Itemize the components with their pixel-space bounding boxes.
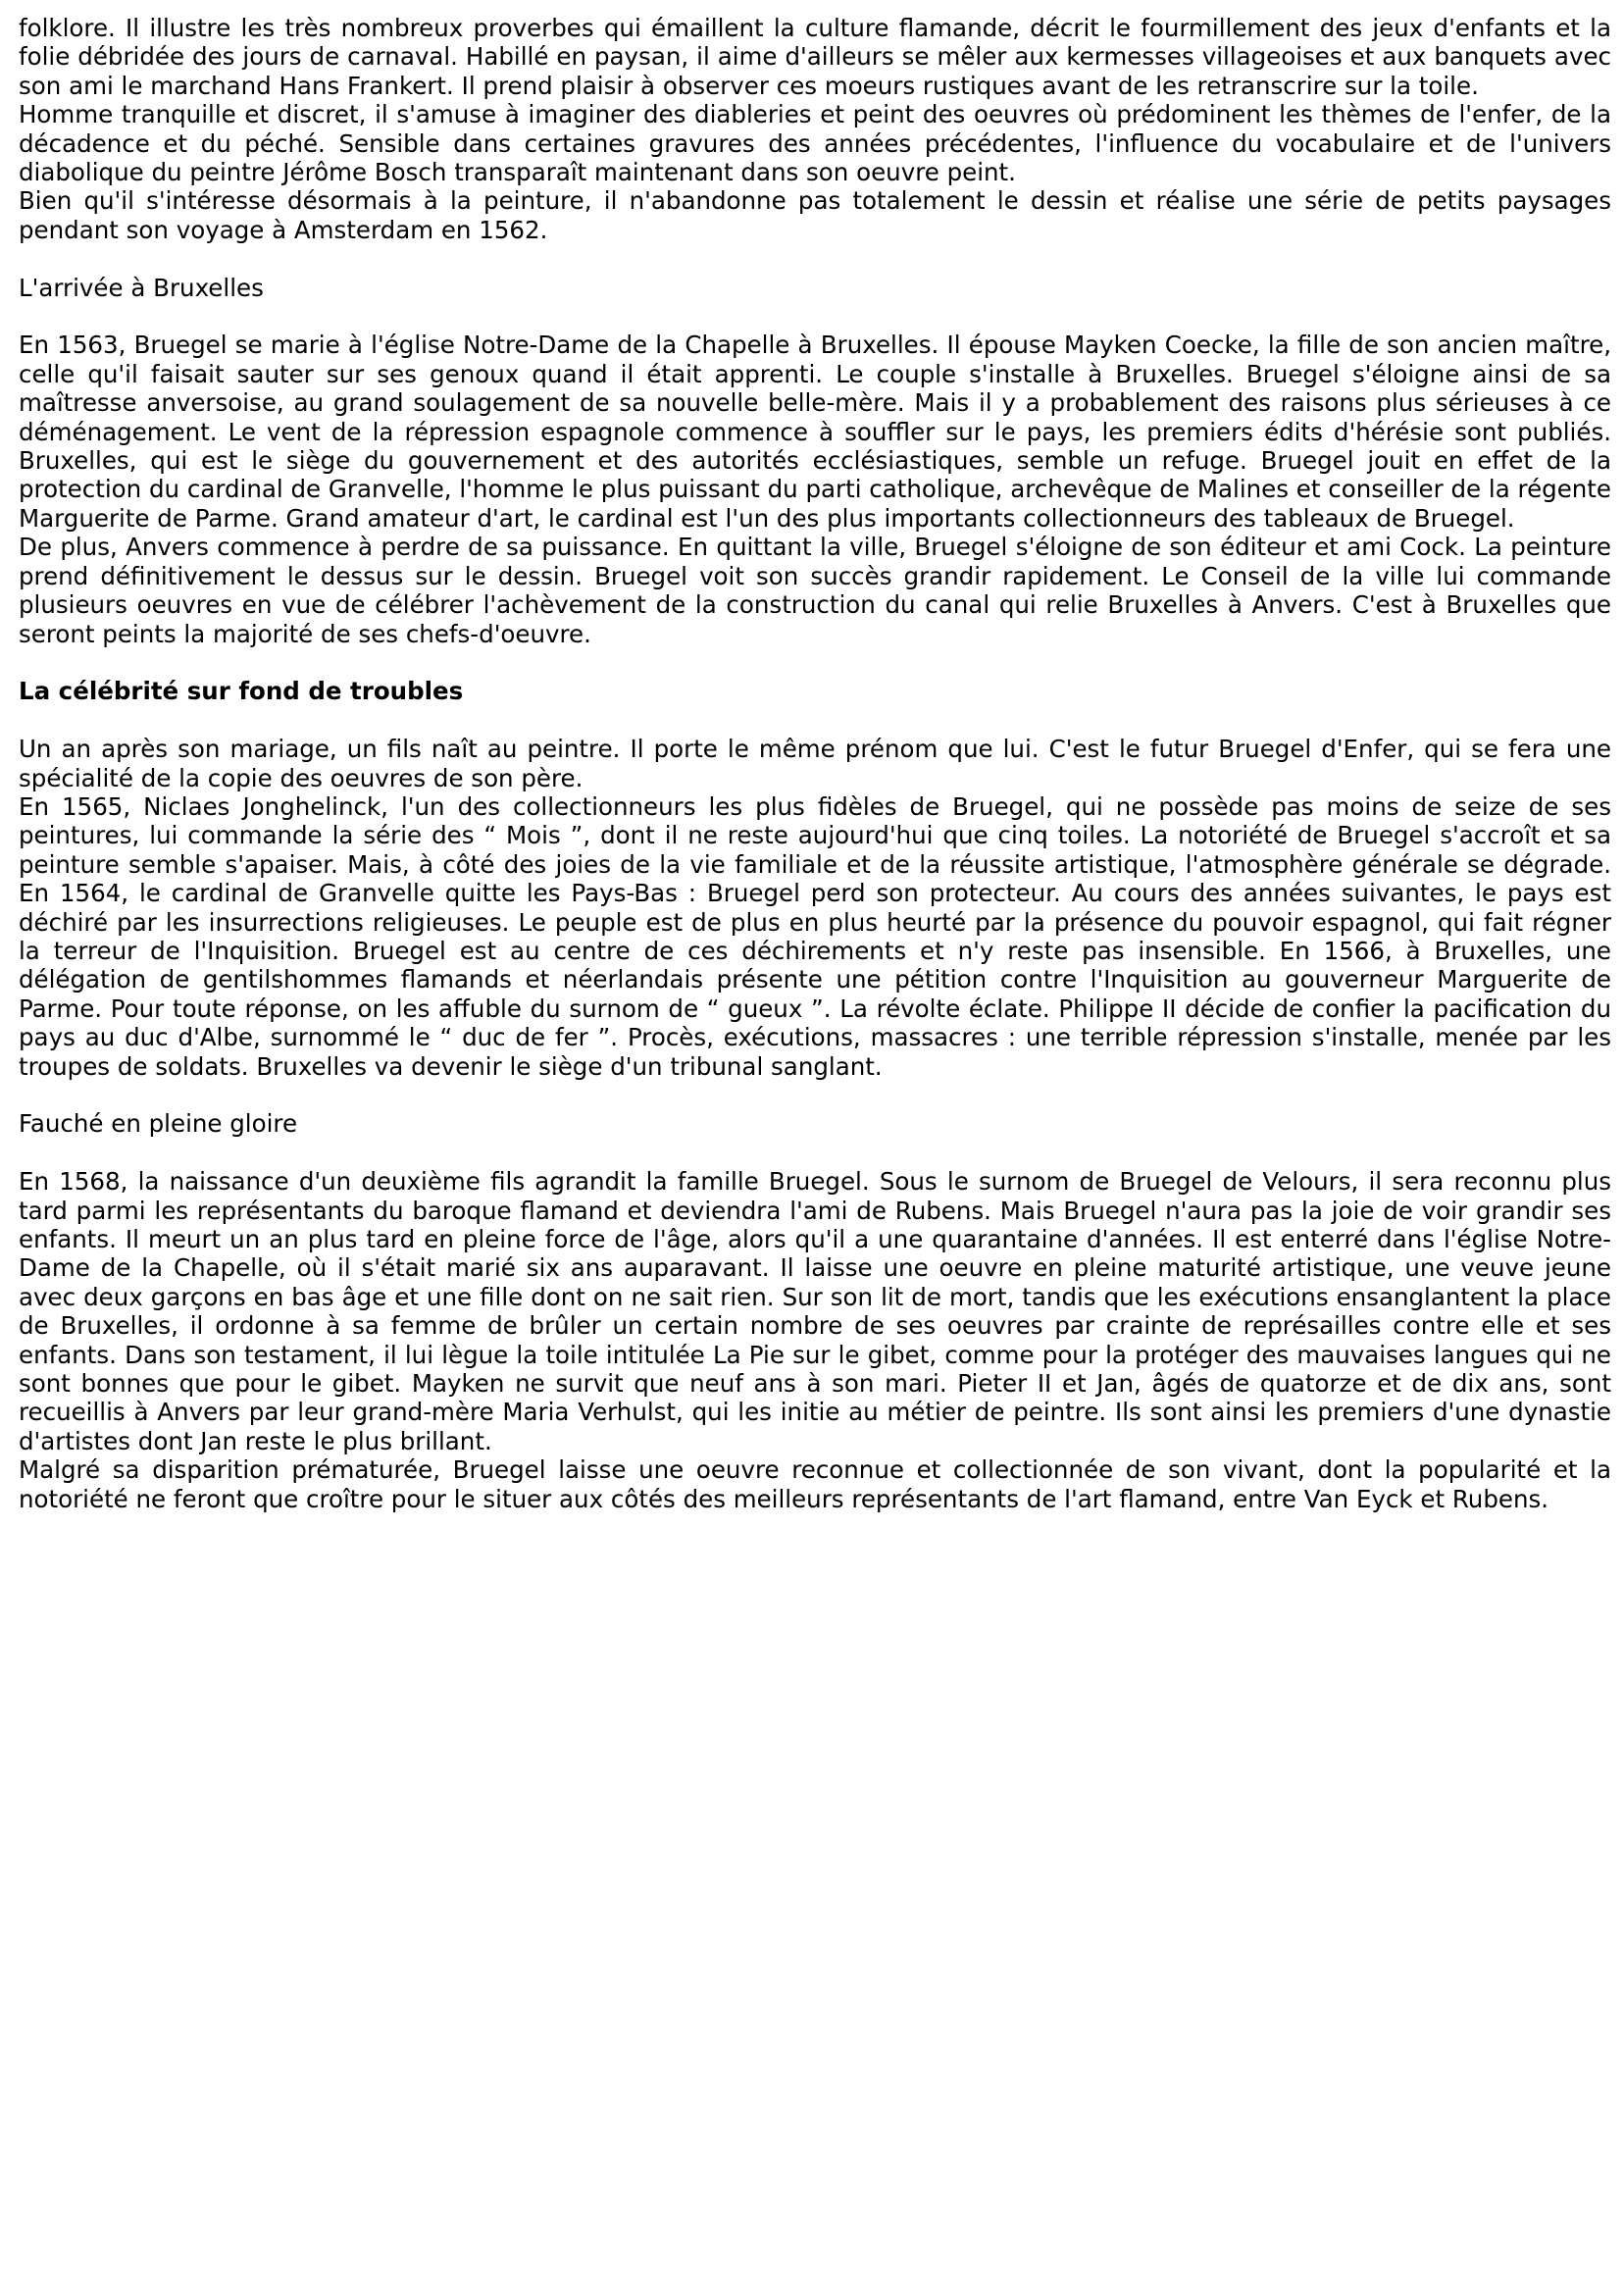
paragraph-diableries: Homme tranquille et discret, il s'amuse à imaginer des diableries et peint des oeuvres où prédominent les thèmes de l'enfer, de la décadence et du péché. Sensible dans certaines gravures des années précédentes, l'influence du vocabulaire et de l'univers diabolique du peintre Jérôme Bosch transparaît maintenant dans son oeuvre peint. — [19, 100, 1611, 187]
blank-line — [19, 244, 1611, 273]
paragraph-anvers: De plus, Anvers commence à perdre de sa puissance. En quittant la ville, Bruegel s'éloigne de son éditeur et ami Cock. La peinture prend définitivement le dessus sur le dessin. Bruegel voit son succès grandir rapidement. Le Conseil de la ville lui commande plusieurs oeuvres en vue de célébrer l'achèvement de la construction du canal qui relie Bruxelles à Anvers. C'est à Bruxelles que seront peints la majorité de ses chefs-d'oeuvre. — [19, 533, 1611, 648]
paragraph-heritage: Malgré sa disparition prématurée, Bruegel laisse une oeuvre reconnue et collectionnée de son vivant, dont la popularité et la notoriété ne feront que croître pour le situer aux côtés des meilleurs représentants de l'art flamand, entre Van Eyck et Rubens. — [19, 1455, 1611, 1513]
paragraph-fils: Un an après son mariage, un fils naît au peintre. Il porte le même prénom que lui. C'est le futur Bruegel d'Enfer, qui se fera une spécialité de la copie des oeuvres de son père. — [19, 735, 1611, 792]
blank-line — [19, 1081, 1611, 1109]
paragraph-paysages: Bien qu'il s'intéresse désormais à la peinture, il n'abandonne pas totalement le dessin et réalise une série de petits paysages pendant son voyage à Amsterdam en 1562. — [19, 186, 1611, 244]
document-page — [19, 14, 1611, 1513]
blank-line — [19, 648, 1611, 677]
section-heading-arrivee: L'arrivée à Bruxelles — [19, 273, 264, 302]
paragraph-mariage: En 1563, Bruegel se marie à l'église Notre-Dame de la Chapelle à Bruxelles. Il épouse Mayken Coecke, la fille de son ancien maître, celle qu'il faisait sauter sur ses genoux quand il était apprenti. Le couple s'installe à Bruxelles. Bruegel s'éloigne ainsi de sa maîtresse anversoise, au grand soulagement de sa nouvelle belle-mère. Mais il y a probablement des raisons plus sérieuses à ce déménagement. Le vent de la répression espagnole commence à souffler sur le pays, les premiers édits d'hérésie sont publiés. Bruxelles, qui est le siège du gouvernement et des autorités ecclésiastiques, semble un refuge. Bruegel jouit en effet de la protection du cardinal de Granvelle, l'homme le plus puissant du parti catholique, archevêque de Malines et conseiller de la régente Marguerite de Parme. Grand amateur d'art, le cardinal est l'un des plus importants collectionneurs des tableaux de Bruegel. — [19, 331, 1611, 533]
blank-line — [19, 706, 1611, 735]
section-heading-celebrite: La célébrité sur fond de troubles — [19, 677, 464, 706]
blank-line — [19, 1139, 1611, 1167]
section-heading-fauche: Fauché en pleine gloire — [19, 1109, 298, 1139]
paragraph-naissance: En 1568, la naissance d'un deuxième fils agrandit la famille Bruegel. Sous le surnom de Bruegel de Velours, il sera reconnu plus tard parmi les représentants du baroque flamand et deviendra l'ami de Rubens. Mais Bruegel n'aura pas la joie de voir grandir ses enfants. Il meurt un an plus tard en pleine force de l'âge, alors qu'il a une quarantaine d'années. Il est enterré dans l'église Notre-Dame de la Chapelle, où il s'était marié six ans auparavant. Il laisse une oeuvre en pleine maturité artistique, une veuve jeune avec deux garçons en bas âge et une fille dont on ne sait rien. Sur son lit de mort, tandis que les exécutions ensanglantent la place de Bruxelles, il ordonne à sa femme de brûler un certain nombre de ses oeuvres par crainte de représailles contre elle et ses enfants. Dans son testament, il lui lègue la toile intitulée La Pie sur le gibet, comme pour la protéger des mauvaises langues qui ne sont bonnes que pour le gibet. Mayken ne survit que neuf ans à son mari. Pieter II et Jan, âgés de quatorze et de dix ans, sont recueillis à Anvers par leur grand-mère Maria Verhulst, qui les initie au métier de peintre. Ils sont ainsi les premiers d'une dynastie d'artistes dont Jan reste le plus brillant. — [19, 1167, 1611, 1455]
paragraph-mois: En 1565, Niclaes Jonghelinck, l'un des collectionneurs les plus fidèles de Bruegel, qui ne possède pas moins de seize de ses peintures, lui commande la série des “ Mois ”, dont il ne reste aujourd'hui que cinq toiles. La notoriété de Bruegel s'accroît et sa peinture semble s'apaiser. Mais, à côté des joies de la vie familiale et de la réussite artistique, l'atmosphère générale se dégrade. En 1564, le cardinal de Granvelle quitte les Pays-Bas : Bruegel perd son protecteur. Au cours des années suivantes, le pays est déchiré par les insurrections religieuses. Le peuple est de plus en plus heurté par la présence du pouvoir espagnol, qui fait régner la terreur de l'Inquisition. Bruegel est au centre de ces déchirements et n'y reste pas insensible. En 1566, à Bruxelles, une délégation de gentilshommes flamands et néerlandais présente une pétition contre l'Inquisition au gouverneur Marguerite de Parme. Pour toute réponse, on les affuble du surnom de “ gueux ”. La révolte éclate. Philippe II décide de confier la pacification du pays au duc d'Albe, surnommé le “ duc de fer ”. Procès, exécutions, massacres : une terrible répression s'installe, menée par les troupes de soldats. Bruxelles va devenir le siège d'un tribunal sanglant. — [19, 791, 1611, 1081]
blank-line — [19, 302, 1611, 331]
paragraph-folklore: folklore. Il illustre les très nombreux proverbes qui émaillent la culture flamande, décrit le fourmillement des jeux d'enfants et la folie débridée des jours de carnaval. Habillé en paysan, il aime d'ailleurs se mêler aux kermesses villageoises et aux banquets avec son ami le marchand Hans Frankert. Il prend plaisir à observer ces moeurs rustiques avant de les retranscrire sur la toile. — [19, 14, 1611, 100]
